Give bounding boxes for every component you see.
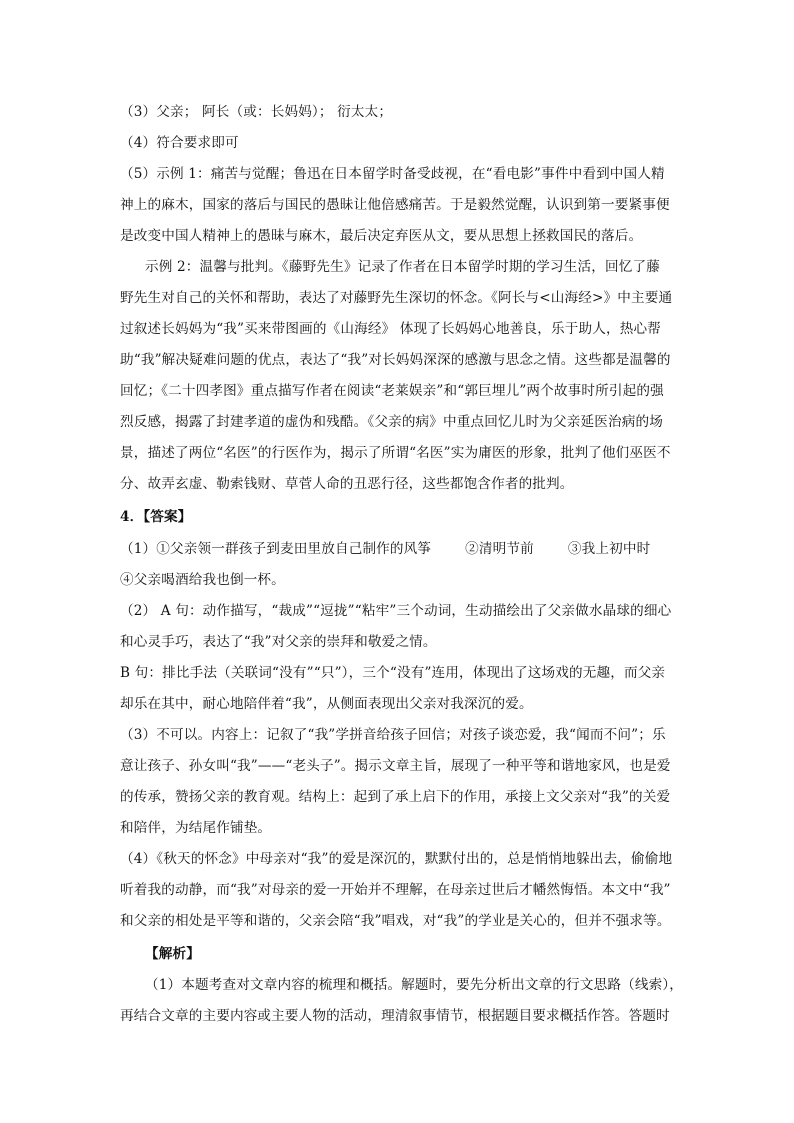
example-2-line-7: 景，描述了两位“名医”的行医作为，揭示了所谓“名医”实为庸医的形象，批判了他们巫医不 — [120, 445, 671, 461]
analysis-line-1: （1）本题考查对文章内容的梳理和概括。解题时，要先分析出文章的行文思路（线索）， — [145, 977, 684, 993]
answer-4-1-part-c: ③我上初中时 — [567, 541, 651, 557]
example-2-line-8: 分、故弄玄虚、勒索钱财、草菅人命的丑恶行径，这些都饱含作者的批判。 — [120, 476, 574, 492]
answer-4-3-line-3: 的传承，赞扬父亲的教育观。结构上：起到了承上启下的作用，承接上文父亲对“我”的关爱 — [120, 789, 671, 805]
answer-4-4-line-3: 和父亲的相处是平等和谐的，父亲会陪“我”唱戏，对“我”的学业是关心的，但并不强求等。 — [120, 913, 671, 929]
answer-5-line-3: 是改变中国人精神上的愚昧与麻木，最后决定弃医从文，要从思想上拯救国民的落后。 — [120, 228, 643, 244]
example-2-line-3: 过叙述长妈妈为“我”买来带图画的《山海经》 体现了长妈妈心地善良，乐于助人，热心帮 — [120, 321, 661, 337]
example-2-line-1: 示例 2：温馨与批判。《藤野先生》记录了作者在日本留学时期的学习生活，回忆了藤 — [145, 259, 660, 275]
answer-5-line-2: 神上的麻木，国家的落后与国民的愚昧让他倍感痛苦。于是毅然觉醒，认识到第一要紧事便 — [120, 197, 670, 213]
example-2-line-4: 助“我”解决疑难问题的优点，表达了“我”对长妈妈深深的感激与思念之情。这些都是温馨的 — [120, 352, 671, 368]
analysis-line-2: 再结合文章的主要内容或主要人物的活动，理清叙事情节，根据题目要求概括作答。答题时 — [120, 1008, 670, 1024]
section-4-heading: 4．【答案】 — [120, 509, 192, 525]
example-2-line-5: 回忆；《二十四孝图》重点描写作者在阅读“老莱娱亲”和“郭巨埋儿”两个故事时所引起的强 — [120, 383, 664, 399]
answer-4-2-line-3: B 句：排比手法（关联词“没有”“只”），三个“没有”连用，体现出了这场戏的无趣，而父亲 — [120, 665, 666, 681]
answer-3-line: （3）父亲； 阿长（或：长妈妈）； 衍太太； — [120, 104, 393, 120]
answer-4-3-line-1: （3）不可以。内容上：记叙了“我”学拼音给孩子回信；对孩子谈恋爱，我“闻而不问”；乐 — [120, 727, 666, 743]
answer-4-2-line-4: 却乐在其中，耐心地陪伴着“我”，从侧面表现出父亲对我深沉的爱。 — [120, 696, 533, 712]
example-2-line-2: 野先生对自己的关怀和帮助，表达了对藤野先生深切的怀念。《阿长与<山海经>》中主要通 — [120, 290, 673, 306]
answer-4-3-line-2: 意让孩子、孙女叫“我”——“老头子”。揭示文章主旨，展现了一种平等和谐地家风，也是爱 — [120, 758, 671, 774]
answer-4-1-part-b: ②清明节前 — [465, 541, 534, 557]
answer-4-line: （4）符合要求即可 — [120, 135, 239, 151]
answer-5-line-1: （5）示例 1：痛苦与觉醒；鲁迅在日本留学时备受歧视，在“看电影”事件中看到中国人精 — [120, 166, 665, 182]
answer-4-2-line-2: 和心灵手巧，表达了“我”对父亲的崇拜和敬爱之情。 — [120, 634, 437, 650]
analysis-heading: 【解析】 — [145, 946, 200, 962]
answer-4-2-line-1: （2） A 句：动作描写，“裁成”“逗拢”“粘牢”三个动词，生动描绘出了父亲做水晶球的细心 — [120, 603, 672, 619]
example-2-line-6: 烈反感，揭露了封建孝道的虚伪和残酷。《父亲的病》中重点回忆儿时为父亲延医治病的场 — [120, 414, 663, 430]
answer-4-3-line-4: 和陪伴，为结尾作铺垫。 — [120, 820, 272, 836]
answer-4-1-line — [120, 540, 650, 558]
answer-4-4-line-2: 听着我的动静，而“我”对母亲的爱一开始并不理解，在母亲过世后才幡然悔悟。本文中“我” — [120, 882, 671, 898]
answer-4-4-line-1: （4）《秋天的怀念》中母亲对“我”的爱是深沉的，默默付出的，总是悄悄地躲出去，偷偷地 — [120, 851, 673, 867]
answer-4-1-part-d: ④父亲喝酒给我也倒一杯。 — [120, 572, 285, 588]
answer-4-1-part-a: （1）①父亲领一群孩子到麦田里放自己制作的风筝 — [120, 541, 432, 557]
